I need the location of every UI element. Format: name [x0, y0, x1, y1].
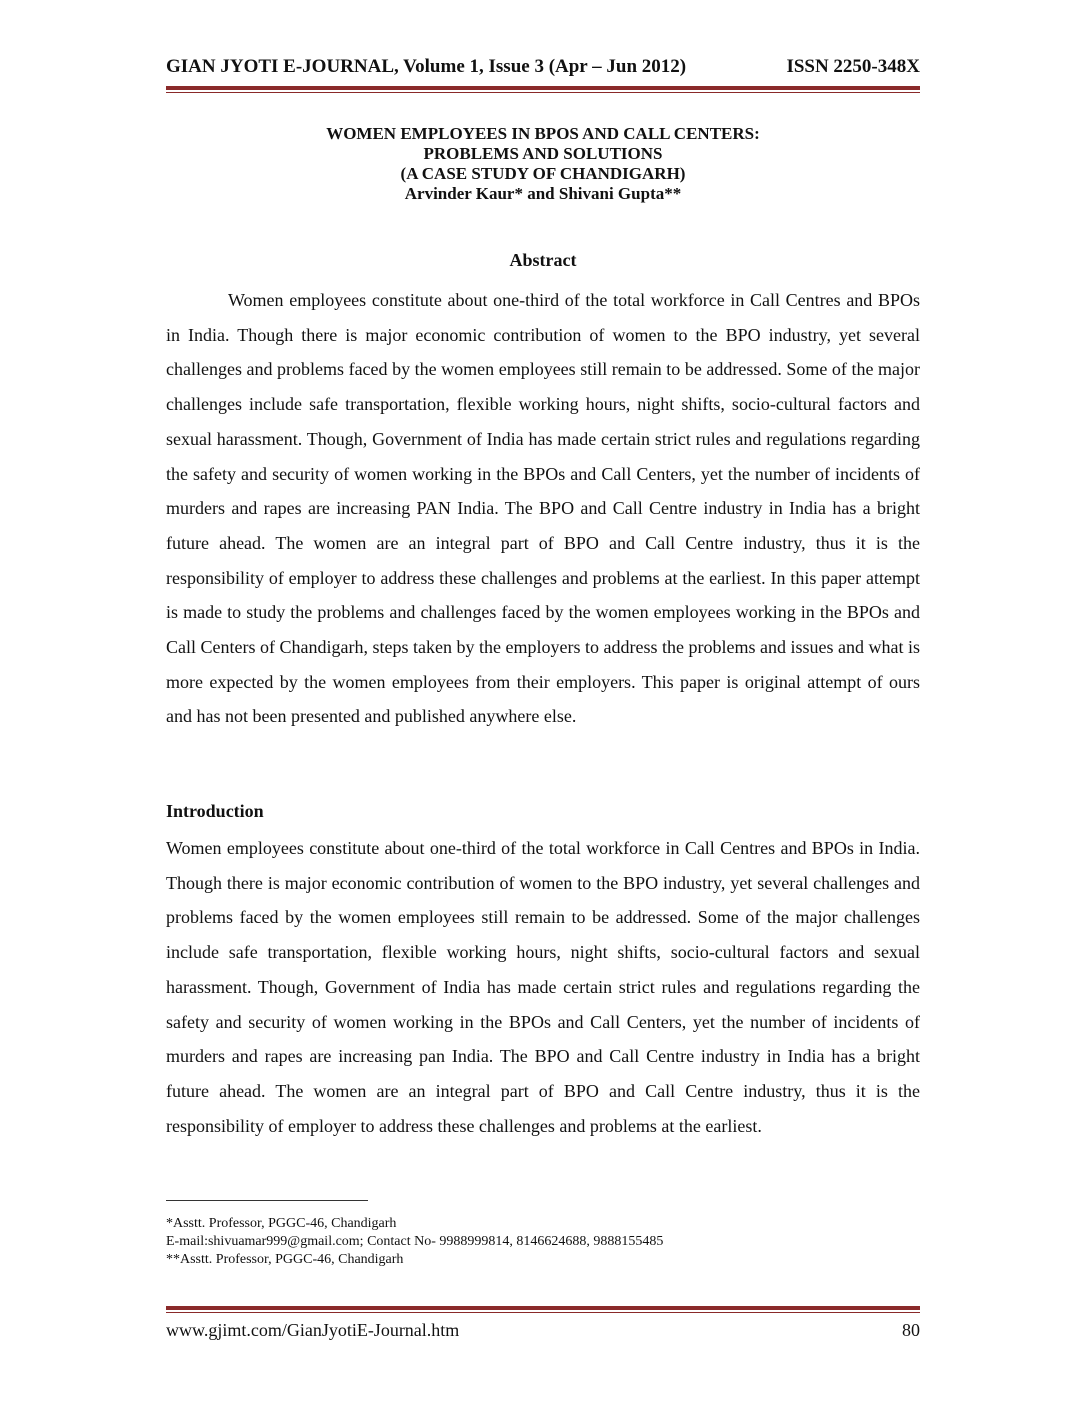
introduction-heading: Introduction — [166, 801, 264, 821]
page-number: 80 — [902, 1320, 920, 1340]
paper-title-block — [166, 124, 920, 204]
footnote-3: **Asstt. Professor, PGGC-46, Chandigarh — [166, 1252, 404, 1267]
paper-title-line-1: WOMEN EMPLOYEES IN BPOS AND CALL CENTERS: — [326, 124, 760, 143]
footnote-2: E-mail:shivuamar999@gmail.com; Contact No- 9988999814, 8146624688, 9888155485 — [166, 1234, 664, 1249]
authors: Arvinder Kaur* and Shivani Gupta** — [404, 184, 682, 203]
paper-title-line-3: (A CASE STUDY OF CHANDIGARH) — [400, 164, 686, 183]
footnote-1: *Asstt. Professor, PGGC-46, Chandigarh — [166, 1216, 397, 1231]
issn: ISSN 2250-348X — [786, 56, 920, 77]
running-header — [166, 56, 920, 78]
introduction-text: Women employees constitute about one-third of the total workforce in Call Centres and BPOs in India. Though there is major economic contribution of women to the BPO industry, yet several challenges and problems faced by the women employees still remain to be addressed. Some of the major challenges include safe transportation, flexible working hours, night shifts, socio-cultural factors and sexual harassment. Though, Government of India has made certain strict rules and regulations regarding the safety and security of women working in the BPOs and Call Centers, yet the number of incidents of murders and rapes are increasing pan India. The BPO and Call Centre industry in India has a bright future ahead. The women are an integral part of BPO and Call Centre industry, thus it is the responsibility of employer to address these challenges and problems at the earliest. — [166, 838, 920, 1136]
abstract-heading: Abstract — [509, 250, 577, 270]
paper-title-line-2: PROBLEMS AND SOLUTIONS — [423, 144, 663, 163]
abstract-text: Women employees constitute about one-third of the total workforce in Call Centres and BPOs in India. Though there is major economic contribution of women to the BPO industry, yet several challenges and problems faced by the women employees still remain to be addressed. Some of the major challenges include safe transportation, flexible working hours, night shifts, socio-cultural factors and sexual harassment. Though, Government of India has made certain strict rules and regulations regarding the safety and security of women working in the BPOs and Call Centers, yet the number of incidents of murders and rapes are increasing PAN India. The BPO and Call Centre industry in India has a bright future ahead. The women are an integral part of BPO and Call Centre industry, thus it is the responsibility of employer to address these challenges and problems at the earliest. In this paper attempt is made to study the problems and challenges faced by the women employees working in the BPOs and Call Centers of Chandigarh, steps taken by the employers to address the problems and issues and what is more expected by the women employees from their employers. This paper is original attempt of ours and has not been presented and published anywhere else. — [166, 290, 920, 727]
footnote-separator — [166, 1200, 368, 1201]
footnotes — [166, 1215, 920, 1269]
journal-title: GIAN JYOTI E-JOURNAL, Volume 1, Issue 3 (Apr – Jun 2012) — [166, 56, 687, 77]
running-footer — [166, 1320, 920, 1341]
header-rule — [166, 86, 920, 93]
footer-rule — [166, 1306, 920, 1313]
journal-url[interactable]: www.gjimt.com/GianJyotiE-Journal.htm — [166, 1320, 460, 1340]
